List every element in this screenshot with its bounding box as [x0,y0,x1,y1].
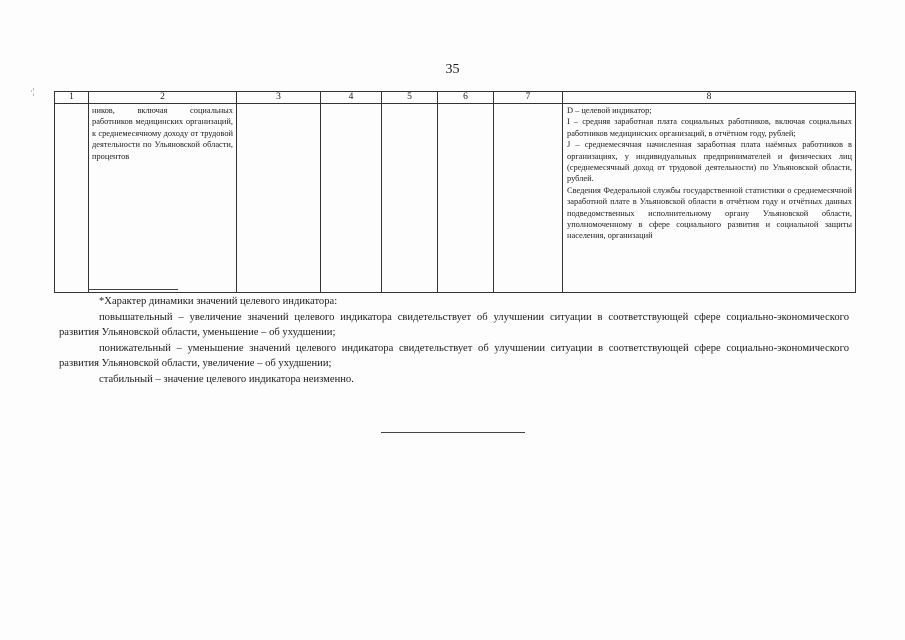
column-header-1: 1 [55,92,89,104]
footnote-heading: *Характер динамики значений целевого индикатора: [99,296,338,307]
footnote-decreasing: понижательный – уменьшение значений целевого индикатора свидетельствует об улучшении ситуации в соответствующей сфере социально-экономического развития Ульяновской области, увеличение – об ухудшении; [59,342,849,370]
footnote-divider [88,289,178,290]
column-header-5: 5 [382,92,438,104]
cell-col4 [321,104,382,293]
footnotes [59,294,849,388]
desc-line-j: J – среднемесячная начисленная заработная плата наёмных работников в организациях, у индивидуальных предпринимателей и физических лиц (среднемесячный доход от трудовой деятельности) по Ульяновской области, рублей. [567,140,852,184]
desc-line-source: Сведения Федеральной службы государственной статистики о среднемесячной заработной плате в Ульяновской области в отчётном году и отчётных данных подведомственных исполнительному органу Ульяновской области, уполномоченному в сфере социального развития и социальной защиты населения, организаций [567,185,852,241]
footnote-increasing: повышательный – увеличение значений целевого индикатора свидетельствует об улучшении ситуации в соответствующей сфере социально-экономического развития Ульяновской области, уменьшение – об ухудшении; [59,311,849,339]
footnote-stable: стабильный – значение целевого индикатора неизменно. [99,373,354,385]
column-header-3: 3 [237,92,321,104]
table-row [55,104,856,293]
cell-col6 [438,104,494,293]
column-header-2: 2 [89,92,237,104]
indicator-table [54,91,856,293]
column-header-7: 7 [494,92,563,104]
cell-indicator-name: ников, включая социальных работников медицинских организаций, к среднемесячному доходу от трудовой деятельности по Ульяновской области, процентов [89,104,237,293]
column-header-8: 8 [563,92,856,104]
column-header-4: 4 [321,92,382,104]
scan-artifact: ·¦ [30,87,35,96]
page-number: 35 [445,62,460,77]
end-divider [381,432,525,433]
cell-number [55,104,89,293]
cell-col3 [237,104,321,293]
table-header-row [55,92,856,104]
cell-col5 [382,104,438,293]
column-header-6: 6 [438,92,494,104]
cell-calculation-description [563,104,856,293]
desc-line-i: I – средняя заработная плата социальных работников, включая социальных работников медицинских организаций, в отчётном году, рублей; [567,117,852,138]
desc-line-d: D – целевой индикатор; [567,106,652,115]
cell-col7 [494,104,563,293]
